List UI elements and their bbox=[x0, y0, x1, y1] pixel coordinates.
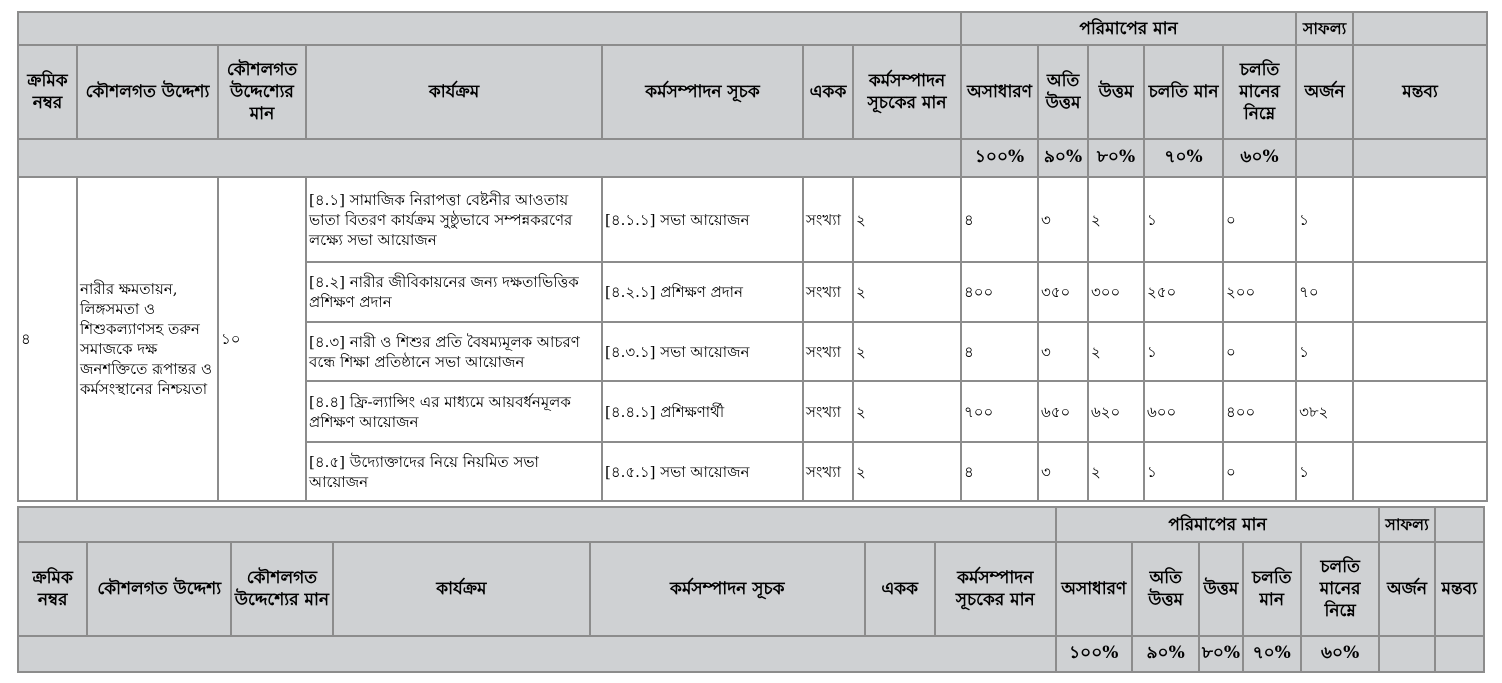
indicator-cell: [৪.৩.১] সভা আয়োজন bbox=[602, 322, 803, 381]
remarks-cell bbox=[1353, 322, 1487, 381]
fair-cell: ১ bbox=[1144, 322, 1223, 381]
excellent-cell: ৪ bbox=[961, 442, 1038, 501]
indicator-cell: [৪.১.১] সভা আয়োজন bbox=[602, 177, 803, 262]
measure-title: পরিমাপের মান bbox=[1056, 507, 1380, 542]
header-blank-right bbox=[1353, 12, 1487, 45]
col-remarks: মন্তব্য bbox=[1435, 542, 1484, 636]
col-objective-value: কৌশলগত উদ্দেশ্যের মান bbox=[231, 542, 333, 636]
unit-cell: সংখ্যা bbox=[803, 177, 853, 262]
excellent-cell: ৪ bbox=[961, 177, 1038, 262]
remarks-cell bbox=[1353, 262, 1487, 322]
col-fair: চলতি মান bbox=[1243, 542, 1301, 636]
col-excellent: অসাধারণ bbox=[1056, 542, 1132, 636]
activity-cell: [৪.৩] নারী ও শিশুর প্রতি বৈষম্যমূলক আচরণ বন্ধে শিক্ষা প্রতিষ্ঠানে সভা আয়োজন bbox=[306, 322, 602, 381]
col-indicator: কর্মসম্পাদন সূচক bbox=[602, 45, 803, 139]
col-very-good: অতি উত্তম bbox=[1132, 542, 1199, 636]
value-cell: ২ bbox=[853, 177, 961, 262]
col-activity: কার্যক্রম bbox=[333, 542, 590, 636]
table-row bbox=[18, 177, 1487, 262]
header-blank-band bbox=[18, 507, 1056, 542]
col-excellent: অসাধারণ bbox=[961, 45, 1038, 139]
pct-blank bbox=[18, 139, 961, 177]
col-good: উত্তম bbox=[1199, 542, 1242, 636]
remarks-cell bbox=[1353, 381, 1487, 442]
col-indicator-value: কর্মসম্পাদন সূচকের মান bbox=[935, 542, 1056, 636]
achievement-cell: ১ bbox=[1296, 442, 1353, 501]
col-objective: কৌশলগত উদ্দেশ্য bbox=[87, 542, 231, 636]
col-indicator-value: কর্মসম্পাদন সূচকের মান bbox=[853, 45, 961, 139]
very-good-cell: ৬৫০ bbox=[1038, 381, 1088, 442]
value-cell: ২ bbox=[853, 381, 961, 442]
value-cell: ২ bbox=[853, 322, 961, 381]
pct-fair: ৭০% bbox=[1144, 139, 1223, 177]
unit-cell: সংখ্যা bbox=[803, 262, 853, 322]
indicator-cell: [৪.২.১] প্রশিক্ষণ প্রদান bbox=[602, 262, 803, 322]
col-remarks: মন্তব্য bbox=[1353, 45, 1487, 139]
pct-fair: ৭০% bbox=[1243, 636, 1301, 672]
col-below-fair: চলতি মানের নিম্নে bbox=[1301, 542, 1379, 636]
below-fair-cell: ২০০ bbox=[1223, 262, 1296, 322]
achievement-cell: ৭০ bbox=[1296, 262, 1353, 322]
indicator-cell: [৪.৪.১] প্রশিক্ষণার্থী bbox=[602, 381, 803, 442]
fair-cell: ২৫০ bbox=[1144, 262, 1223, 322]
pct-blank-remarks bbox=[1435, 636, 1484, 672]
below-fair-cell: ০ bbox=[1223, 322, 1296, 381]
good-cell: ২ bbox=[1088, 322, 1144, 381]
unit-cell: সংখ্যা bbox=[803, 442, 853, 501]
indicator-cell: [৪.৫.১] সভা আয়োজন bbox=[602, 442, 803, 501]
pct-very-good: ৯০% bbox=[1132, 636, 1199, 672]
header-blank-right bbox=[1435, 507, 1484, 542]
good-cell: ২ bbox=[1088, 442, 1144, 501]
fair-cell: ১ bbox=[1144, 442, 1223, 501]
activity-cell: [৪.২] নারীর জীবিকায়নের জন্য দক্ষতাভিত্তিক প্রশিক্ষণ প্রদান bbox=[306, 262, 602, 322]
value-cell: ২ bbox=[853, 442, 961, 501]
pct-excellent: ১০০% bbox=[961, 139, 1038, 177]
below-fair-cell: ৪০০ bbox=[1223, 381, 1296, 442]
success-title: সাফল্য bbox=[1379, 507, 1434, 542]
col-achievement: অর্জন bbox=[1379, 542, 1434, 636]
activity-cell: [৪.৪] ফ্রি-ল্যান্সিং এর মাধ্যমে আয়বর্ধনমূলক প্রশিক্ষণ আয়োজন bbox=[306, 381, 602, 442]
col-serial: ক্রমিক নম্বর bbox=[18, 542, 87, 636]
pct-good: ৮০% bbox=[1088, 139, 1144, 177]
col-objective-value: কৌশলগত উদ্দেশ্যের মান bbox=[218, 45, 306, 139]
achievement-cell: ৩৮২ bbox=[1296, 381, 1353, 442]
col-achievement: অর্জন bbox=[1296, 45, 1353, 139]
good-cell: ২ bbox=[1088, 177, 1144, 262]
fair-cell: ৬০০ bbox=[1144, 381, 1223, 442]
remarks-cell bbox=[1353, 442, 1487, 501]
unit-cell: সংখ্যা bbox=[803, 322, 853, 381]
excellent-cell: ৪০০ bbox=[961, 262, 1038, 322]
performance-table-bottom bbox=[17, 506, 1485, 673]
pct-blank bbox=[18, 636, 1056, 672]
pct-excellent: ১০০% bbox=[1056, 636, 1132, 672]
good-cell: ৬২০ bbox=[1088, 381, 1144, 442]
header-blank-band bbox=[18, 12, 961, 45]
col-activity: কার্যক্রম bbox=[306, 45, 602, 139]
col-objective: কৌশলগত উদ্দেশ্য bbox=[77, 45, 218, 139]
measure-title: পরিমাপের মান bbox=[961, 12, 1296, 45]
col-below-fair: চলতি মানের নিম্নে bbox=[1223, 45, 1296, 139]
unit-cell: সংখ্যা bbox=[803, 381, 853, 442]
pct-below-fair: ৬০% bbox=[1223, 139, 1296, 177]
col-serial: ক্রমিক নম্বর bbox=[18, 45, 77, 139]
below-fair-cell: ০ bbox=[1223, 177, 1296, 262]
col-indicator: কর্মসম্পাদন সূচক bbox=[590, 542, 864, 636]
fair-cell: ১ bbox=[1144, 177, 1223, 262]
col-very-good: অতি উত্তম bbox=[1038, 45, 1088, 139]
very-good-cell: ৩৫০ bbox=[1038, 262, 1088, 322]
very-good-cell: ৩ bbox=[1038, 322, 1088, 381]
pct-below-fair: ৬০% bbox=[1301, 636, 1379, 672]
very-good-cell: ৩ bbox=[1038, 442, 1088, 501]
activity-cell: [৪.১] সামাজিক নিরাপত্তা বেষ্টনীর আওতায় ভাতা বিতরণ কার্যক্রম সুষ্ঠুভাবে সম্পন্নকরণের লক্ষ্যে সভা আয়োজন bbox=[306, 177, 602, 262]
pct-blank-achievement bbox=[1296, 139, 1353, 177]
remarks-cell bbox=[1353, 177, 1487, 262]
pct-very-good: ৯০% bbox=[1038, 139, 1088, 177]
pct-blank-remarks bbox=[1353, 139, 1487, 177]
achievement-cell: ১ bbox=[1296, 177, 1353, 262]
below-fair-cell: ০ bbox=[1223, 442, 1296, 501]
good-cell: ৩০০ bbox=[1088, 262, 1144, 322]
serial-cell: ৪ bbox=[18, 177, 77, 501]
col-fair: চলতি মান bbox=[1144, 45, 1223, 139]
excellent-cell: ৭০০ bbox=[961, 381, 1038, 442]
achievement-cell: ১ bbox=[1296, 322, 1353, 381]
pct-good: ৮০% bbox=[1199, 636, 1242, 672]
col-unit: একক bbox=[803, 45, 853, 139]
objective-value-cell: ১০ bbox=[218, 177, 306, 501]
success-title: সাফল্য bbox=[1296, 12, 1353, 45]
value-cell: ২ bbox=[853, 262, 961, 322]
col-unit: একক bbox=[865, 542, 935, 636]
performance-table-top bbox=[17, 11, 1488, 502]
pct-blank-achievement bbox=[1379, 636, 1434, 672]
col-good: উত্তম bbox=[1088, 45, 1144, 139]
activity-cell: [৪.৫] উদ্যোক্তাদের নিয়ে নিয়মিত সভা আয়োজন bbox=[306, 442, 602, 501]
objective-cell: নারীর ক্ষমতায়ন, লিঙ্গসমতা ও শিশুকল্যাণসহ তরুন সমাজকে দক্ষ জনশক্তিতে রূপান্তর ও কর্মসংস্থানের নিশ্চয়তা bbox=[77, 177, 218, 501]
excellent-cell: ৪ bbox=[961, 322, 1038, 381]
very-good-cell: ৩ bbox=[1038, 177, 1088, 262]
